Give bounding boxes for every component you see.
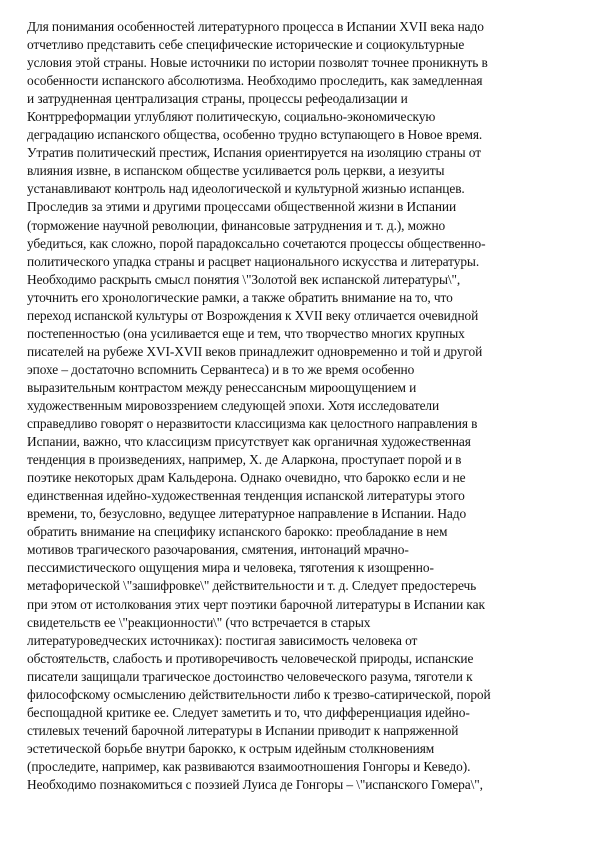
text-line: отчетливо представить себе специфические исторические и социокультурные	[27, 37, 465, 53]
text-line: переход испанской культуры от Возрождения к XVII веку отличается очевидной	[27, 307, 479, 323]
text-line: условия этой страны. Новые источники по истории позволят точнее проникнуть в	[27, 55, 488, 71]
text-line: писателей на рубеже XVI-XVII веков принадлежит одновременно и той и другой	[27, 343, 483, 359]
text-line: при этом от истолкования этих черт поэтики барочной литературы в Испании как	[27, 596, 485, 612]
text-line: убедиться, как сложно, порой парадоксально сочетаются процессы общественно-	[27, 235, 486, 251]
text-line: Испании, важно, что классицизм присутствует как органичная художественная	[27, 434, 471, 450]
text-line: писатели защищали трагическое достоинство человеческого разума, тяготели к	[27, 668, 473, 684]
text-line: Утратив политический престиж, Испания ориентируется на изоляцию страны от	[27, 145, 481, 161]
text-line: деградацию испанского общества, особенно трудно вступающего в Новое время.	[27, 127, 483, 143]
text-line: устанавливают контроль над идеологической и культурной жизнью испанцев.	[27, 181, 465, 197]
text-line: обратить внимание на специфику испанского барокко: преобладание в нем	[27, 524, 448, 540]
text-line: тенденция в произведениях, например, Х. де Аларкона, проступает порой и в	[27, 452, 462, 468]
text-line: Необходимо раскрыть смысл понятия \"Золотой век испанской литературы\",	[27, 271, 461, 287]
text-line: (торможение научной революции, финансовые затруднения и т. д.), можно	[27, 217, 446, 233]
text-line: обстоятельств, слабость и противоречивость человеческой природы, испанские	[27, 650, 474, 666]
text-line: единственная идейно-художественная тенденция испанской литературы этого	[27, 488, 465, 504]
text-line: выразительным контрастом между ренессансным мироощущением и	[27, 379, 417, 395]
text-line: эпохе – достаточно вспомнить Сервантеса) и в то же время особенно	[27, 361, 415, 377]
text-line: Необходимо познакомиться с поэзией Луиса де Гонгоры – \"испанского Гомера\",	[27, 776, 483, 792]
text-line: мотивов трагического разочарования, смятения, интонаций мрачно-	[27, 542, 409, 558]
text-line: и затрудненная централизация страны, процессы рефеодализации и	[27, 91, 408, 107]
text-line: философскому осмыслению действительности либо к трезво-сатирической, порой	[27, 686, 491, 702]
text-line: времени, то, безусловно, ведущее литературное направление в Испании. Надо	[27, 506, 467, 522]
text-line: поэтике некоторых драм Кальдерона. Однако очевидно, что барокко если и не	[27, 470, 466, 486]
text-line: свидетельств ее \"реакционности\" (что встречается в старых	[27, 614, 371, 630]
text-line: литературоведческих источниках): постигая зависимость человека от	[27, 632, 418, 648]
text-line: уточнить его хронологические рамки, а также обратить внимание на то, что	[27, 289, 453, 305]
text-line: постепенностью (она усиливается еще и тем, что творчество многих крупных	[27, 325, 465, 341]
text-line: Контрреформации углубляют политическую, социально-экономическую	[27, 109, 436, 125]
text-line: художественным мировоззрением следующей эпохи. Хотя исследователи	[27, 397, 440, 413]
text-line: метафорической \"зашифровке\" действительности и т. д. Следует предостеречь	[27, 578, 477, 594]
text-line: влияния извне, в испанском обществе усиливается роль церкви, а иезуиты	[27, 163, 445, 179]
text-line: справедливо говорят о неразвитости классицизма как целостного направления в	[27, 416, 478, 432]
text-line: беспощадной критике ее. Следует заметить и то, что дифференциация идейно-	[27, 704, 470, 720]
text-line: пессимистического ощущения мира и человека, тяготения к изощренно-	[27, 560, 434, 576]
text-line: (проследите, например, как развиваются взаимоотношения Гонгоры и Кеведо).	[27, 758, 471, 774]
text-line: Проследив за этими и другими процессами общественной жизни в Испании	[27, 199, 457, 215]
text-line: эстетической борьбе внутри барокко, к острым идейным столкновениям	[27, 740, 435, 756]
text-line: стилевых течений барочной литературы в Испании приводит к напряженной	[27, 722, 459, 738]
text-line: Для понимания особенностей литературного процесса в Испании XVII века надо	[27, 19, 484, 34]
body-text	[27, 18, 577, 794]
text-line: политического упадка страны и расцвет национального искусства и литературы.	[27, 253, 480, 269]
text-line: особенности испанского абсолютизма. Необходимо проследить, как замедленная	[27, 73, 483, 89]
